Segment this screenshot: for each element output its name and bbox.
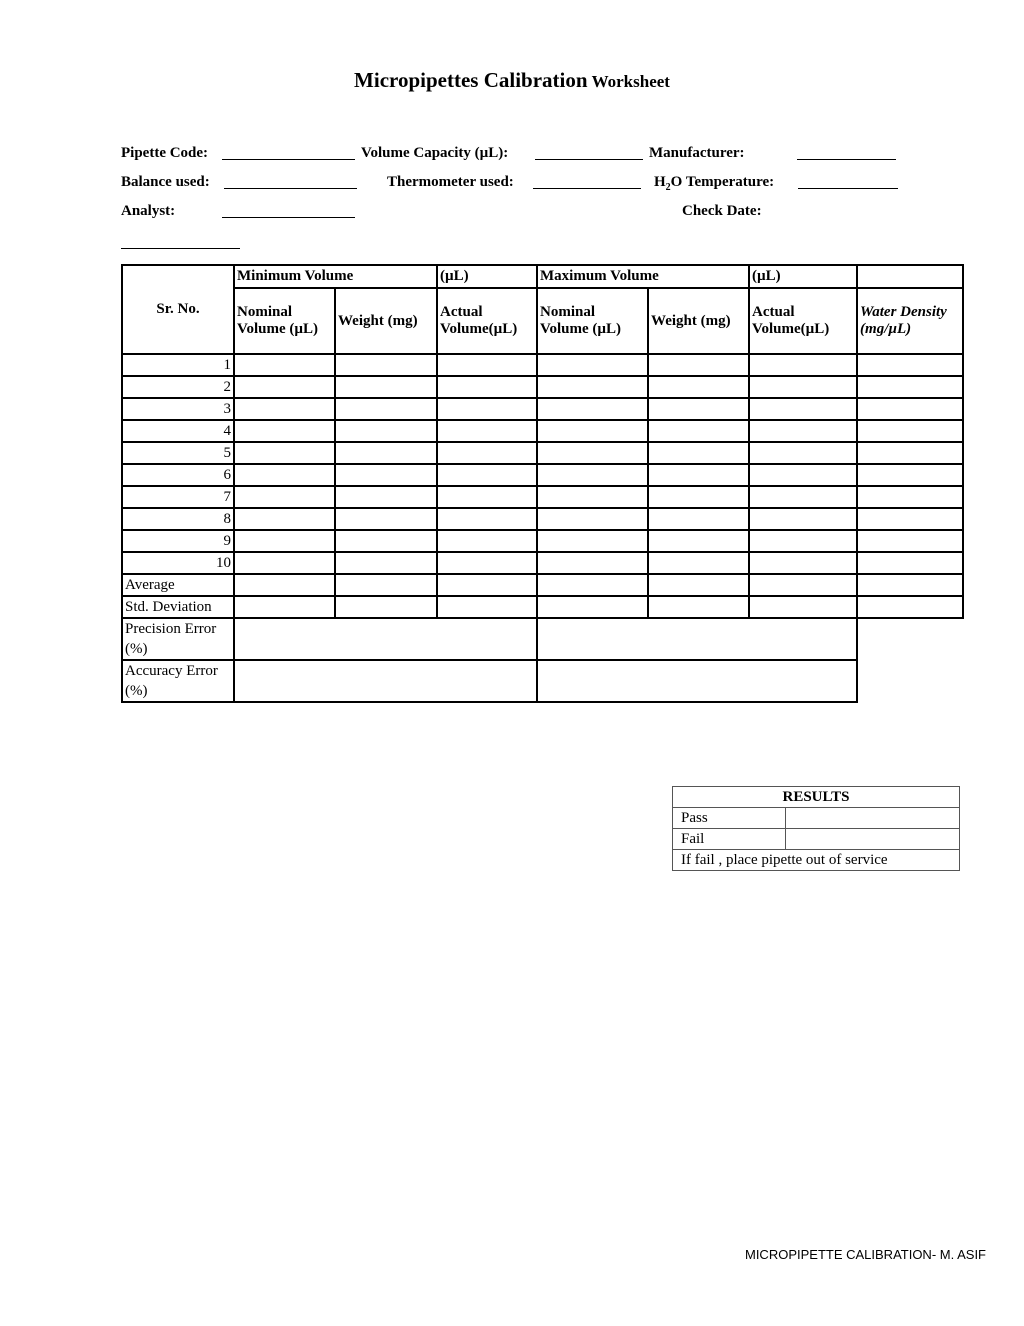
table-cell[interactable] — [749, 442, 857, 464]
average-row — [122, 574, 963, 596]
volume-capacity-label: Volume Capacity (µL): — [361, 145, 509, 161]
table-cell[interactable] — [537, 442, 648, 464]
table-cell[interactable] — [335, 420, 437, 442]
std-deviation-row — [122, 596, 963, 618]
table-cell[interactable] — [648, 596, 749, 618]
table-cell[interactable] — [749, 376, 857, 398]
table-cell[interactable] — [857, 464, 963, 486]
table-cell[interactable] — [537, 398, 648, 420]
table-cell[interactable] — [537, 420, 648, 442]
table-cell[interactable] — [234, 442, 335, 464]
table-cell[interactable] — [749, 530, 857, 552]
table-cell[interactable] — [437, 398, 537, 420]
table-cell[interactable] — [234, 464, 335, 486]
min-nominal-header: Nominal Volume (µL) — [234, 288, 335, 354]
row-number: 6 — [122, 464, 234, 486]
table-row — [122, 420, 963, 442]
table-cell[interactable] — [234, 574, 335, 596]
table-cell[interactable] — [437, 464, 537, 486]
table-cell[interactable] — [335, 464, 437, 486]
table-row — [122, 442, 963, 464]
table-cell[interactable] — [749, 552, 857, 574]
table-cell[interactable] — [648, 442, 749, 464]
table-cell[interactable] — [857, 376, 963, 398]
header-row-2 — [122, 288, 963, 354]
table-row — [122, 376, 963, 398]
table-cell[interactable] — [437, 376, 537, 398]
accuracy-error-label: Accuracy Error (%) — [122, 660, 234, 702]
h2o-temperature-blank[interactable] — [798, 188, 898, 189]
table-cell[interactable] — [437, 486, 537, 508]
min-actual-header: Actual Volume(µL) — [437, 288, 537, 354]
table-cell[interactable] — [437, 596, 537, 618]
table-cell[interactable] — [335, 376, 437, 398]
precision-error-label: Precision Error (%) — [122, 618, 234, 660]
empty-cell — [857, 618, 963, 660]
balance-used-label: Balance used: — [121, 174, 210, 190]
table-cell[interactable] — [234, 398, 335, 420]
manufacturer-blank[interactable] — [797, 159, 896, 160]
table-cell[interactable] — [437, 530, 537, 552]
accuracy-min-cell[interactable] — [234, 660, 537, 702]
table-cell[interactable] — [537, 530, 648, 552]
page-title — [0, 68, 1024, 93]
table-row — [122, 398, 963, 420]
table-row — [122, 354, 963, 376]
table-cell[interactable] — [857, 596, 963, 618]
empty-cell — [857, 660, 963, 702]
min-weight-header: Weight (mg) — [335, 288, 437, 354]
precision-error-row — [122, 618, 963, 660]
table-cell[interactable] — [857, 420, 963, 442]
table-cell[interactable] — [335, 442, 437, 464]
table-cell[interactable] — [335, 530, 437, 552]
table-cell[interactable] — [648, 354, 749, 376]
min-volume-header: Minimum Volume — [234, 265, 437, 288]
table-cell[interactable] — [335, 552, 437, 574]
row-number: 7 — [122, 486, 234, 508]
table-cell[interactable] — [437, 508, 537, 530]
table-row — [122, 486, 963, 508]
table-cell[interactable] — [234, 530, 335, 552]
table-cell[interactable] — [537, 464, 648, 486]
table-cell[interactable] — [857, 442, 963, 464]
title-sub: Worksheet — [591, 72, 670, 91]
table-cell[interactable] — [648, 530, 749, 552]
table-cell[interactable] — [537, 376, 648, 398]
thermometer-used-label: Thermometer used: — [387, 174, 514, 190]
table-row — [122, 530, 963, 552]
analyst-blank[interactable] — [222, 217, 355, 218]
table-cell[interactable] — [749, 596, 857, 618]
table-cell[interactable] — [749, 574, 857, 596]
table-cell[interactable] — [648, 376, 749, 398]
accuracy-error-row — [122, 660, 963, 702]
table-cell[interactable] — [234, 376, 335, 398]
table-cell[interactable] — [335, 354, 437, 376]
max-weight-header: Weight (mg) — [648, 288, 749, 354]
max-unit-header: (µL) — [749, 265, 857, 288]
row-number: 5 — [122, 442, 234, 464]
fail-label: Fail — [673, 829, 786, 850]
table-cell[interactable] — [749, 420, 857, 442]
table-cell[interactable] — [749, 508, 857, 530]
table-row — [122, 552, 963, 574]
table-cell[interactable] — [857, 530, 963, 552]
table-cell[interactable] — [857, 574, 963, 596]
table-cell[interactable] — [437, 442, 537, 464]
table-cell[interactable] — [537, 596, 648, 618]
manufacturer-label: Manufacturer: — [649, 145, 745, 161]
table-cell[interactable] — [749, 354, 857, 376]
precision-max-cell[interactable] — [537, 618, 857, 660]
results-table — [672, 786, 960, 871]
table-cell[interactable] — [857, 354, 963, 376]
table-cell[interactable] — [648, 574, 749, 596]
header-row-1 — [122, 265, 963, 288]
h2o-prefix: H — [654, 174, 666, 190]
precision-min-cell[interactable] — [234, 618, 537, 660]
empty-header-cell — [857, 265, 963, 288]
max-volume-header: Maximum Volume — [537, 265, 749, 288]
water-density-header: Water Density (mg/µL) — [857, 288, 963, 354]
results-header: RESULTS — [673, 787, 960, 808]
check-date-label: Check Date: — [682, 203, 762, 219]
fail-note: If fail , place pipette out of service — [673, 850, 960, 871]
accuracy-max-cell[interactable] — [537, 660, 857, 702]
table-cell[interactable] — [234, 596, 335, 618]
pipette-code-label: Pipette Code: — [121, 145, 209, 161]
table-cell[interactable] — [857, 508, 963, 530]
table-cell[interactable] — [335, 508, 437, 530]
table-cell[interactable] — [857, 398, 963, 420]
pass-cell[interactable] — [786, 808, 960, 829]
fail-cell[interactable] — [786, 829, 960, 850]
table-cell[interactable] — [648, 464, 749, 486]
row-number: 10 — [122, 552, 234, 574]
table-cell[interactable] — [648, 398, 749, 420]
table-cell[interactable] — [234, 420, 335, 442]
table-cell[interactable] — [749, 398, 857, 420]
row-number: 3 — [122, 398, 234, 420]
table-cell[interactable] — [537, 354, 648, 376]
table-cell[interactable] — [234, 508, 335, 530]
table-cell[interactable] — [749, 464, 857, 486]
table-cell[interactable] — [857, 486, 963, 508]
pipette-code-blank[interactable] — [222, 159, 355, 160]
table-cell[interactable] — [648, 552, 749, 574]
h2o-temperature-label — [654, 174, 774, 193]
analyst-label: Analyst: — [121, 203, 176, 219]
table-cell[interactable] — [648, 486, 749, 508]
table-cell[interactable] — [537, 574, 648, 596]
table-row — [122, 508, 963, 530]
table-cell[interactable] — [437, 552, 537, 574]
row-number: 2 — [122, 376, 234, 398]
table-cell[interactable] — [335, 574, 437, 596]
sr-no-header: Sr. No. — [122, 265, 234, 354]
table-cell[interactable] — [234, 486, 335, 508]
table-cell[interactable] — [648, 420, 749, 442]
calibration-table — [121, 264, 964, 703]
table-cell[interactable] — [537, 508, 648, 530]
footer-text: MICROPIPETTE CALIBRATION- M. ASIF — [744, 1247, 986, 1262]
table-cell[interactable] — [537, 486, 648, 508]
table-cell[interactable] — [234, 354, 335, 376]
table-cell[interactable] — [749, 486, 857, 508]
thermometer-used-blank[interactable] — [533, 188, 641, 189]
h2o-subscript: 2 — [665, 182, 671, 193]
pass-label: Pass — [673, 808, 786, 829]
row-number: 9 — [122, 530, 234, 552]
max-nominal-header: Nominal Volume (µL) — [537, 288, 648, 354]
row-number: 8 — [122, 508, 234, 530]
table-row — [122, 464, 963, 486]
table-cell[interactable] — [234, 552, 335, 574]
check-date-blank[interactable] — [121, 248, 240, 249]
row-number: 4 — [122, 420, 234, 442]
max-actual-header: Actual Volume(µL) — [749, 288, 857, 354]
average-label: Average — [122, 574, 234, 596]
table-cell[interactable] — [648, 508, 749, 530]
table-cell[interactable] — [335, 596, 437, 618]
table-cell[interactable] — [335, 486, 437, 508]
table-cell[interactable] — [537, 552, 648, 574]
min-unit-header: (µL) — [437, 265, 537, 288]
volume-capacity-blank[interactable] — [535, 159, 643, 160]
h2o-suffix: O Temperature: — [670, 174, 775, 190]
table-cell[interactable] — [335, 398, 437, 420]
table-cell[interactable] — [437, 420, 537, 442]
row-number: 1 — [122, 354, 234, 376]
title-main: Micropipettes Calibration — [354, 68, 588, 92]
table-cell[interactable] — [857, 552, 963, 574]
std-deviation-label: Std. Deviation — [122, 596, 234, 618]
table-cell[interactable] — [437, 354, 537, 376]
table-cell[interactable] — [437, 574, 537, 596]
balance-used-blank[interactable] — [224, 188, 357, 189]
